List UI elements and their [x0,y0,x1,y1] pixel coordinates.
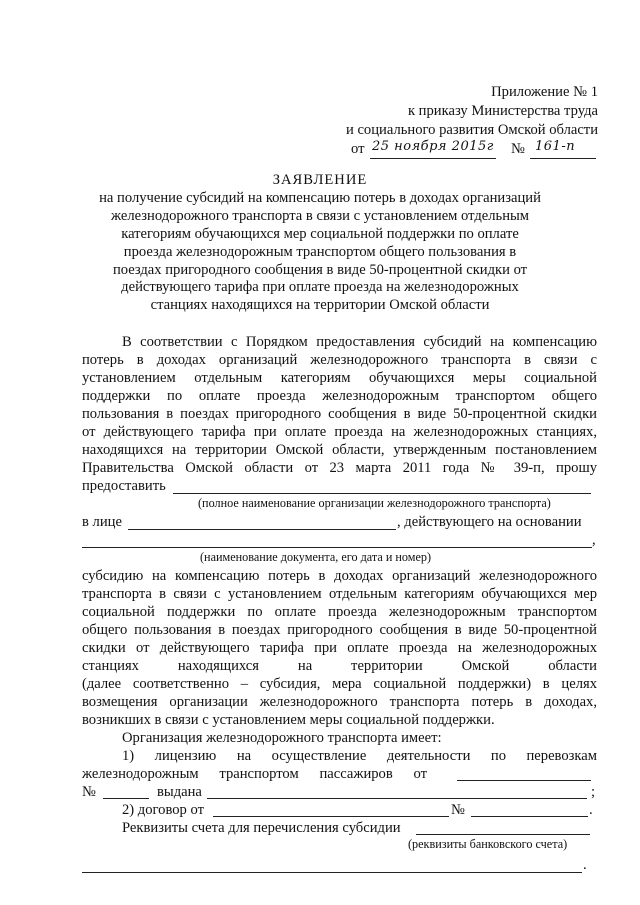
license-line: 1) лицензию на осуществление деятельности по перевозкам [122,748,597,764]
body-line: от действующего тарифа при оплате проезда на железнодорожных станциях, [82,424,597,440]
title-line: категориям обучающихся мер социальной поддержки по оплате [121,226,519,242]
title-line: станциях находящихся на территории Омской области [150,297,490,313]
title-line: железнодорожного транспорта в связи с установлением отдельным [110,208,530,224]
contract-label: 2) договор от [122,802,204,818]
date-underline [370,158,496,159]
contract-date-field[interactable] [213,816,449,817]
basis-document-caption: (наименование документа, его дата и номер) [200,550,432,564]
body-line: пользования в поездах пригородного сообщения в виде 50-процентной скидки [82,406,597,422]
org-has-line: Организация железнодорожного транспорта имеет: [122,730,442,746]
license-number-field[interactable] [103,798,149,799]
issued-label: выдана [157,784,202,800]
body-line: субсидию на компенсацию потерь в доходах организаций железнодорожного [82,568,597,584]
appendix-number-label: № [511,141,525,157]
final-dot: . [583,857,587,873]
title-line: поездах пригородного сообщения в виде 50-процентной скидки от [112,262,528,278]
body-line: станциях находящихся на территории Омской области [82,658,597,674]
appendix-line-3: и социального развития Омской области [346,122,598,138]
title-line: действующего тарифа при оплате проезда на железнодорожных [121,279,519,295]
title-line: проезда железнодорожным транспортом общего пользования в [123,244,517,260]
contract-number-sign: № [451,802,465,818]
body-line: общего пользования в поездах пригородного сообщения в виде 50-процентной [82,622,597,638]
provide-label: предоставить [82,478,166,494]
in-person-label: в лице [82,514,122,530]
number-underline [530,158,596,159]
body-line: возникших в связи с установлением меры социальной поддержки. [82,712,495,728]
license-date-field[interactable] [457,780,591,781]
body-line: Правительства Омской области от 23 марта 2011 года № 39-п, прошу [82,460,597,476]
body-line: (далее соответственно – субсидия, мера социальной поддержки) в целях [82,676,597,692]
contract-end: . [589,802,593,818]
page-title: ЗАЯВЛЕНИЕ [272,172,368,188]
org-name-field[interactable] [173,493,591,494]
bank-details-label: Реквизиты счета для перечисления субсидии [122,820,401,836]
representative-field[interactable] [128,529,396,530]
bank-details-field[interactable] [416,834,590,835]
semicolon: ; [591,784,596,800]
appendix-line-2: к приказу Министерства труда [407,103,598,119]
appendix-from-label: от [351,141,365,157]
license-number-sign: № [82,784,96,800]
appendix-date-handwritten: 25 ноября 2015г [372,139,494,154]
body-line: социальной поддержки по оплате проезда железнодорожным транспортом [82,604,597,620]
issued-by-field[interactable] [207,798,587,799]
body-line: возмещения организации железнодорожного транспорта потерь в доходах, [82,694,597,710]
body-line: В соответствии с Порядком предоставления субсидий на компенсацию [122,334,597,350]
bank-details-caption: (реквизиты банковского счета) [408,837,568,851]
basis-document-field[interactable] [82,547,592,548]
bank-details-field-2[interactable] [82,872,582,873]
contract-number-field[interactable] [471,816,588,817]
body-line: потерь в доходах организаций железнодорожного транспорта в связи с [82,352,597,368]
license-line-2: железнодорожным транспортом пассажиров от [82,766,427,782]
title-line: на получение субсидий на компенсацию потерь в доходах организаций [99,190,541,206]
body-line: находящихся на территории Омской области, утвержденным постановлением [82,442,597,458]
appendix-number-handwritten: 161-п [535,139,576,154]
acting-label: , действующего на основании [397,514,582,530]
body-line: скидки от действующего тарифа при оплате проезда на железнодорожных [82,640,597,656]
org-name-caption: (полное наименование организации железнодорожного транспорта) [198,496,551,510]
body-line: транспорта в связи с установлением отдельным категориям обучающихся мер [82,586,597,602]
body-line: поддержки по оплате проезда железнодорожным транспортом общего [82,388,597,404]
appendix-line-1: Приложение № 1 [491,84,598,100]
body-line: установлением отдельным категориям обучающихся меры социальной [82,370,597,386]
comma: , [592,532,596,548]
